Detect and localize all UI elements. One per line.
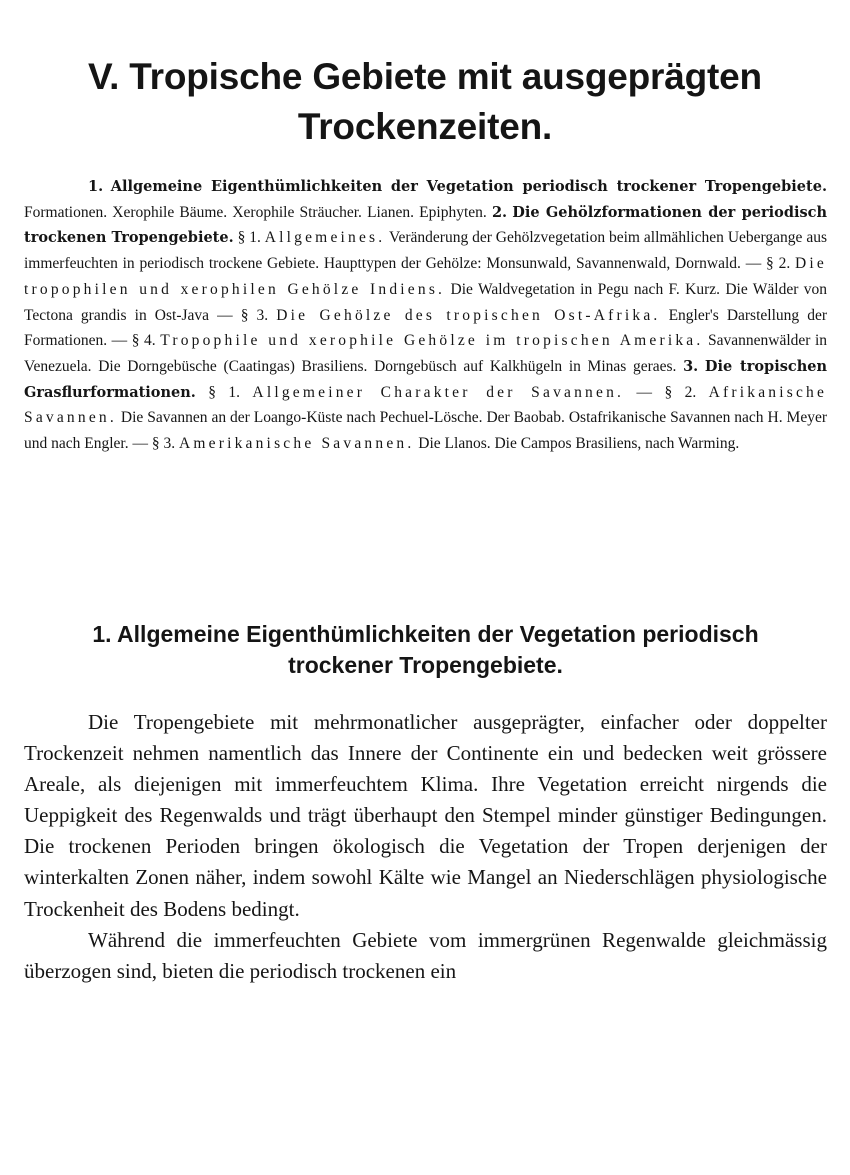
chapter-title-line-1: V. Tropische Gebiete mit ausgeprägten — [88, 56, 762, 97]
toc-s3-para-1-number: § 1. — [208, 383, 241, 401]
toc-s2-para-3-title: Die Gehölze des tropischen Ost-Afrika. — [276, 306, 661, 324]
toc-s3-para-2-title: Afrikanische Savannen. — [24, 383, 828, 427]
toc-s3-para-3-number: § 3. — [151, 435, 176, 453]
toc-s3-para-2-number: § 2. — [664, 383, 697, 401]
toc-s3-para-3-title: Amerikanische Savannen. — [178, 435, 415, 453]
body-paragraph-1: Die Tropengebiete mit mehrmonatlicher ausgeprägter, einfacher oder doppelter Trockenzeit nehmen namentlich das Innere der Continente ein und bedecken weit grössere Areale, als diejenigen mit immerfeuchtem Klima. Ihre Vegetation erreicht nirgends die Ueppigkeit des Regenwalds und trägt überhaupt den Stempel minder günstiger Bedingungen. Die trockenen Perioden bringen ökologisch die Vegetation der Tropen derjenigen der winterkalten Zonen näher, indem sowohl Kälte wie Mangel an Niederschlägen physiologische Trockenheit des Bodens bedingt. — [24, 710, 827, 921]
toc-s3-para-1-title: Allgemeiner Charakter der Savannen. — [252, 383, 625, 401]
toc-s2-para-2-text: Die Waldvegetation in Pegu nach F. Kurz. Die Wälder von Tectona grandis in Ost-Java — — [24, 280, 828, 324]
toc-s2-para-3-number: § 3. — [240, 306, 269, 324]
chapter-table-of-contents — [24, 174, 827, 457]
toc-s2-para-1-title: Allgemeines. — [264, 229, 386, 247]
toc-section-1-number: 1. — [88, 178, 104, 195]
section-heading-line-1: 1. Allgemeine Eigenthümlichkeiten der Vegetation periodisch — [92, 621, 759, 647]
toc-s2-para-4-number: § 4. — [131, 332, 156, 350]
toc-section-1-topics: Formationen. Xerophile Bäume. Xerophile Sträucher. Lianen. Epiphyten. — [24, 203, 487, 221]
toc-section-2-number: 2. — [491, 203, 508, 221]
chapter-title-line-2: Trockenzeiten. — [297, 106, 553, 147]
toc-s2-para-4-text: Savannenwälder in Venezuela. Die Dorngebüsche (Caatingas) Brasiliens. Dorngebüsch auf Kalkhügeln in Minas geraes. — [24, 332, 828, 375]
section-heading — [24, 619, 827, 681]
toc-s2-para-2-title: Die tropophilen und xerophilen Gehölze Indiens. — [24, 255, 828, 298]
toc-section-3-title: Die tropischen Grasflurformationen. — [24, 357, 828, 401]
toc-s2-para-2-number: § 2. — [766, 255, 791, 273]
chapter-title — [30, 52, 820, 152]
section-heading-line-2: trockener Tropengebiete. — [288, 652, 563, 678]
toc-section-3-number: 3. — [683, 357, 699, 375]
toc-s2-para-1-number: § 1. — [237, 229, 261, 247]
toc-s3-para-1-text: — — [636, 383, 653, 401]
body-text — [24, 707, 827, 987]
toc-s3-para-2-text: Die Savannen an der Loango-Küste nach Pechuel-Lösche. Der Baobab. Ostafrikanische Savannen nach H. Meyer und nach Engler. — — [24, 409, 828, 453]
toc-s2-para-1-text: Veränderung der Gehölzvegetation beim allmählichen Uebergange aus immerfeuchten in periodisch trockene Gebiete. Haupttypen der Gehölze: Monsunwald, Savannenwald, Dornwald. — — [24, 229, 827, 273]
toc-s2-para-4-title: Tropophile und xerophile Gehölze im tropischen Amerika. — [160, 332, 704, 350]
toc-s2-para-3-text: Engler's Darstellung der Formationen. — — [24, 306, 828, 350]
body-paragraph-2: Während die immerfeuchten Gebiete vom immergrünen Regenwalde gleichmässig überzogen sind, bieten die periodisch trockenen ein — [24, 927, 827, 983]
toc-section-1-title: Allgemeine Eigenthümlichkeiten der Vegetation periodisch trockener Tropengebiete. — [110, 178, 827, 195]
toc-section-2-title: Die Gehölzformationen der periodisch trockenen Tropengebiete. — [24, 203, 827, 247]
toc-s3-para-3-text: Die Llanos. Die Campos Brasiliens, nach Warming. — [418, 435, 740, 453]
